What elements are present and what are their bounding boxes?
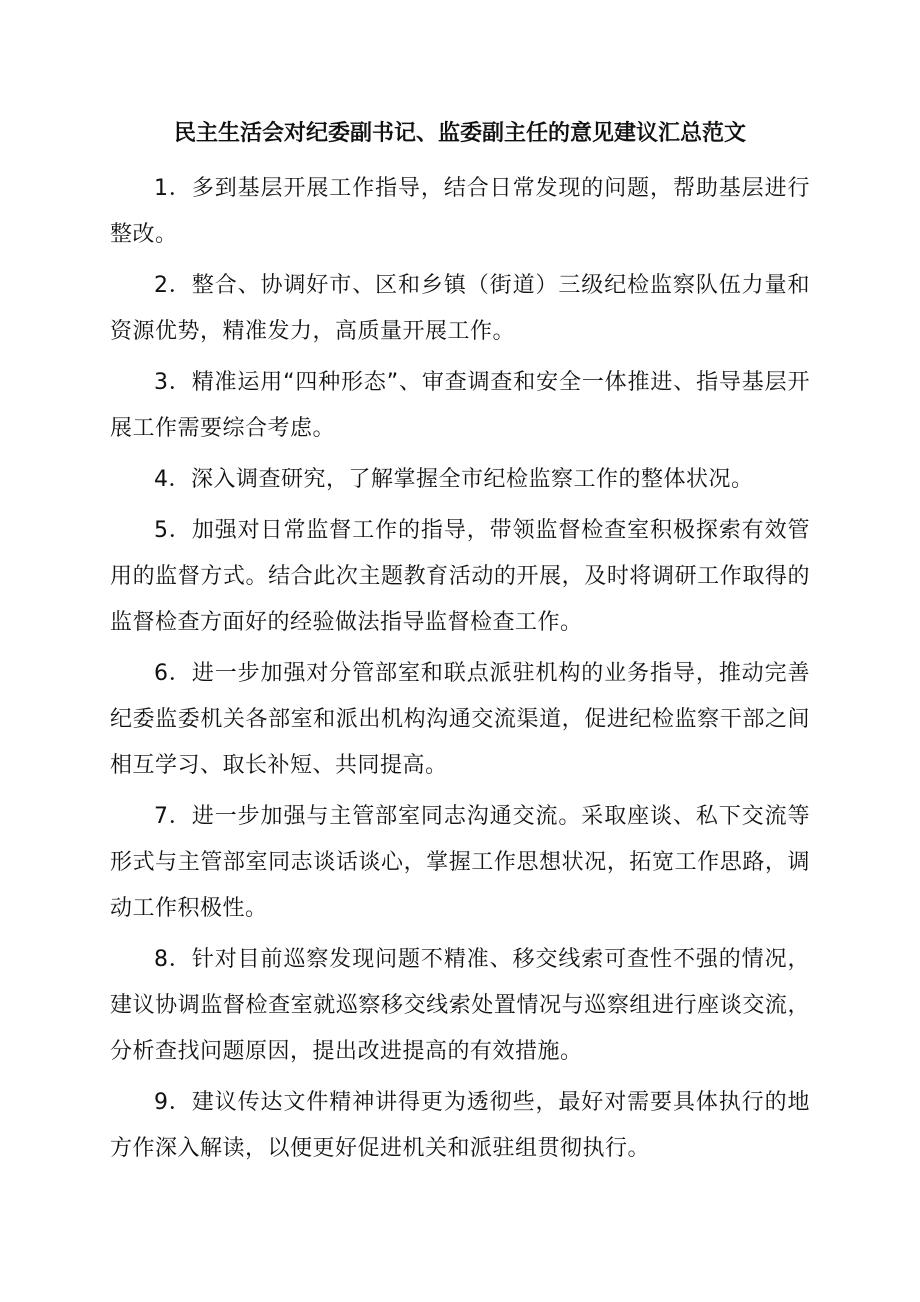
suggestion-item-8: 8．针对目前巡察发现问题不精准、移交线索可查性不强的情况，建议协调监督检查室就巡察移交线索处置情况与巡察组进行座谈交流，分析查找问题原因，提出改进提高的有效措施。: [110, 947, 810, 1064]
document-title: 民主生活会对纪委副书记、监委副主任的意见建议汇总范文: [173, 121, 746, 146]
suggestion-item-4: 4．深入调查研究，了解掌握全市纪检监察工作的整体状况。: [154, 467, 754, 492]
suggestion-item-3: 3．精准运用“四种形态”、审查调查和安全一体推进、指导基层开展工作需要综合考虑。: [110, 370, 810, 441]
suggestion-item-6: 6．进一步加强对分管部室和联点派驻机构的业务指导，推动完善纪委监委机关各部室和派出机构沟通交流渠道，促进纪检监察干部之间相互学习、取长补短、共同提高。: [110, 661, 810, 778]
suggestion-item-2: 2．整合、协调好市、区和乡镇（街道）三级纪检监察队伍力量和资源优势，精准发力，高质量开展工作。: [110, 273, 810, 344]
document-body: [110, 112, 810, 1177]
suggestion-item-9: 9．建议传达文件精神讲得更为透彻些，最好对需要具体执行的地方作深入解读，以便更好促进机关和派驻组贯彻执行。: [110, 1090, 810, 1161]
suggestion-item-5: 5．加强对日常监督工作的指导，带领监督检查室积极探索有效管用的监督方式。结合此次主题教育活动的开展，及时将调研工作取得的监督检查方面好的经验做法指导监督检查工作。: [110, 518, 810, 635]
suggestion-item-7: 7．进一步加强与主管部室同志沟通交流。采取座谈、私下交流等形式与主管部室同志谈话谈心，掌握工作思想状况，拓宽工作思路，调动工作积极性。: [110, 804, 810, 921]
suggestion-item-1: 1．多到基层开展工作指导，结合日常发现的问题，帮助基层进行整改。: [110, 176, 810, 247]
